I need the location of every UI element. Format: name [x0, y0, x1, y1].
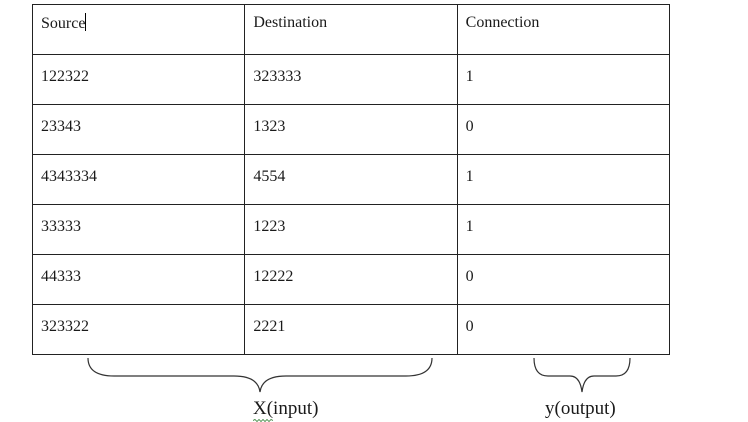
output-label: y(output) — [545, 398, 616, 419]
table-cell[interactable]: 1223 — [245, 205, 457, 255]
input-brace-icon — [84, 354, 436, 396]
table-row — [33, 55, 670, 105]
table-cell[interactable]: 122322 — [33, 55, 245, 105]
table-cell[interactable]: 323333 — [245, 55, 457, 105]
table-cell[interactable]: 1 — [457, 55, 669, 105]
table-row — [33, 105, 670, 155]
output-brace-icon — [530, 354, 634, 396]
table-row — [33, 305, 670, 355]
table-cell[interactable]: 323322 — [33, 305, 245, 355]
table-cell[interactable]: 33333 — [33, 205, 245, 255]
table-cell[interactable]: 2221 — [245, 305, 457, 355]
table-cell[interactable]: 23343 — [33, 105, 245, 155]
table-row — [33, 255, 670, 305]
table-cell[interactable]: 0 — [457, 305, 669, 355]
table-cell[interactable]: 0 — [457, 255, 669, 305]
data-table — [32, 4, 670, 355]
table-cell[interactable]: 4343334 — [33, 155, 245, 205]
header-cell-connection[interactable]: Connection — [457, 5, 669, 55]
table-row — [33, 205, 670, 255]
table-cell[interactable]: 12222 — [245, 255, 457, 305]
table-cell[interactable]: 1 — [457, 205, 669, 255]
text-cursor — [85, 13, 86, 31]
table-cell[interactable]: 4554 — [245, 155, 457, 205]
table-cell[interactable]: 0 — [457, 105, 669, 155]
header-cell-source[interactable]: Source — [33, 5, 245, 55]
header-cell-destination[interactable]: Destination — [245, 5, 457, 55]
table-cell[interactable]: 1 — [457, 155, 669, 205]
header-row — [33, 5, 670, 55]
table-cell[interactable]: 44333 — [33, 255, 245, 305]
table-row — [33, 155, 670, 205]
table-cell[interactable]: 1323 — [245, 105, 457, 155]
input-label: X(input) — [253, 398, 319, 419]
